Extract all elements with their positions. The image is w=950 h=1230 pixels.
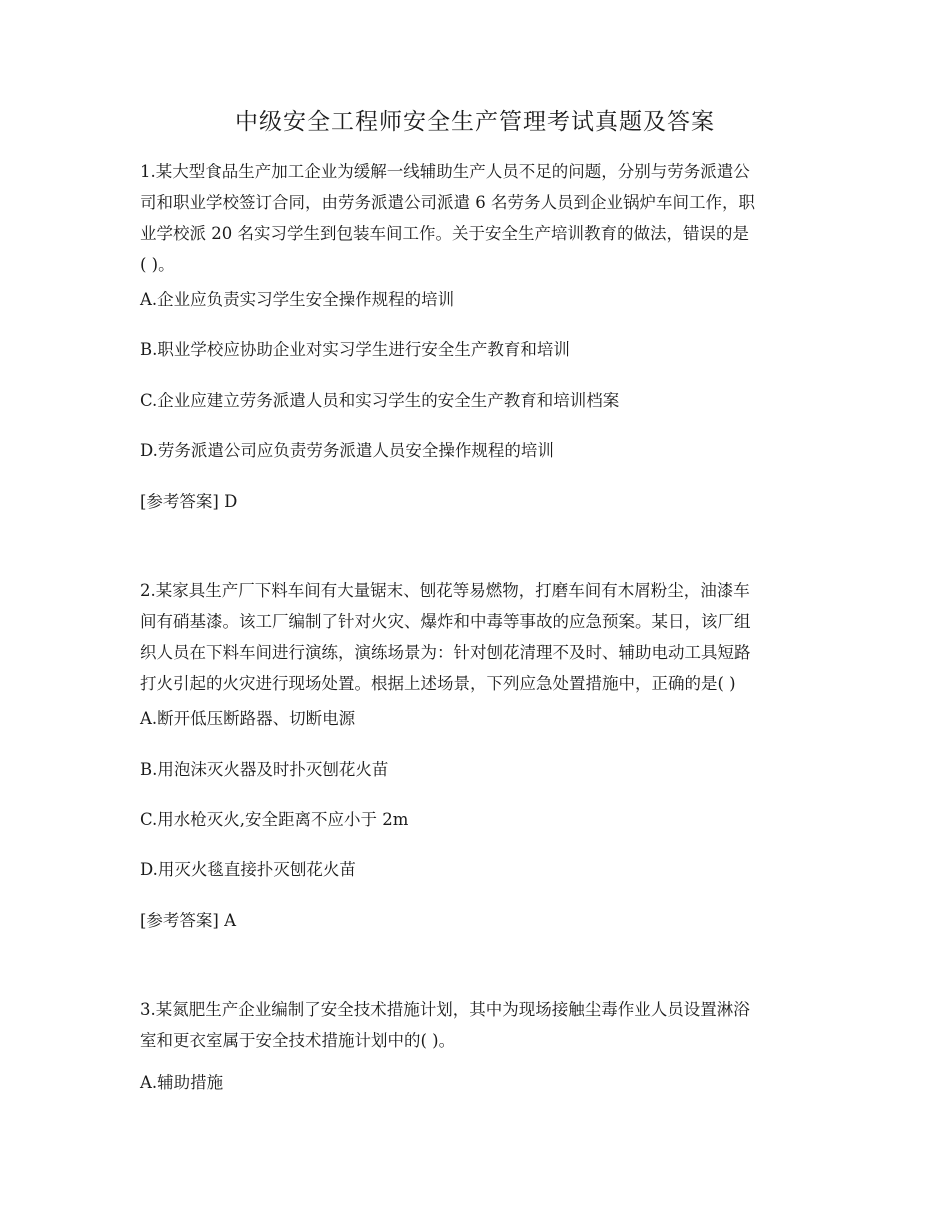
question-1-option-d: D.劳务派遣公司应负责劳务派遣人员安全操作规程的培训 xyxy=(140,441,554,460)
question-1-stem-line: 司和职业学校签订合同，由劳务派遣公司派遣 6 名劳务人员到企业锅炉车间工作，职 xyxy=(140,193,755,212)
question-1-option-c: C.企业应建立劳务派遣人员和实习学生的安全生产教育和培训档案 xyxy=(140,391,620,410)
question-2-stem-line: 2.某家具生产厂下料车间有大量锯末、刨花等易燃物，打磨车间有木屑粉尘，油漆车 xyxy=(140,581,750,600)
question-1-stem xyxy=(140,156,812,280)
question-3-stem xyxy=(140,994,812,1056)
question-2-stem-line: 打火引起的火灾进行现场处置。根据上述场景，下列应急处置措施中，正确的是( ) xyxy=(140,674,736,693)
question-2-option-b: B.用泡沫灭火器及时扑灭刨花火苗 xyxy=(140,760,389,779)
question-1-option-a: A.企业应负责实习学生安全操作规程的培训 xyxy=(140,290,455,309)
question-1-stem-line: 1.某大型食品生产加工企业为缓解一线辅助生产人员不足的问题，分别与劳务派遣公 xyxy=(140,162,750,181)
question-2-option-a: A.断开低压断路器、切断电源 xyxy=(140,709,356,728)
question-1-answer: [参考答案] D xyxy=(140,492,238,511)
question-1-option-b: B.职业学校应协助企业对实习学生进行安全生产教育和培训 xyxy=(140,340,570,359)
question-2-option-d: D.用灭火毯直接扑灭刨花火苗 xyxy=(140,860,356,879)
question-2-option-c: C.用水枪灭火,安全距离不应小于 2m xyxy=(140,810,409,829)
question-3-stem-line: 3.某氮肥生产企业编制了安全技术措施计划，其中为现场接触尘毒作业人员设置淋浴 xyxy=(140,1000,750,1019)
question-2-stem xyxy=(140,575,812,699)
question-2-stem-line: 间有硝基漆。该工厂编制了针对火灾、爆炸和中毒等事故的应急预案。某日，该厂组 xyxy=(140,612,751,631)
question-1-stem-line: 业学校派 20 名实习学生到包装车间工作。关于安全生产培训教育的做法，错误的是 xyxy=(140,224,749,243)
question-1-stem-line: ( )。 xyxy=(140,255,175,274)
question-2-answer: [参考答案] A xyxy=(140,911,237,930)
question-3-stem-line: 室和更衣室属于安全技术措施计划中的( )。 xyxy=(140,1031,456,1050)
document-title: 中级安全工程师安全生产管理考试真题及答案 xyxy=(235,109,715,135)
question-2-stem-line: 织人员在下料车间进行演练，演练场景为：针对刨花清理不及时、辅助电动工具短路 xyxy=(140,643,751,662)
question-3-option-a: A.辅助措施 xyxy=(140,1073,224,1092)
